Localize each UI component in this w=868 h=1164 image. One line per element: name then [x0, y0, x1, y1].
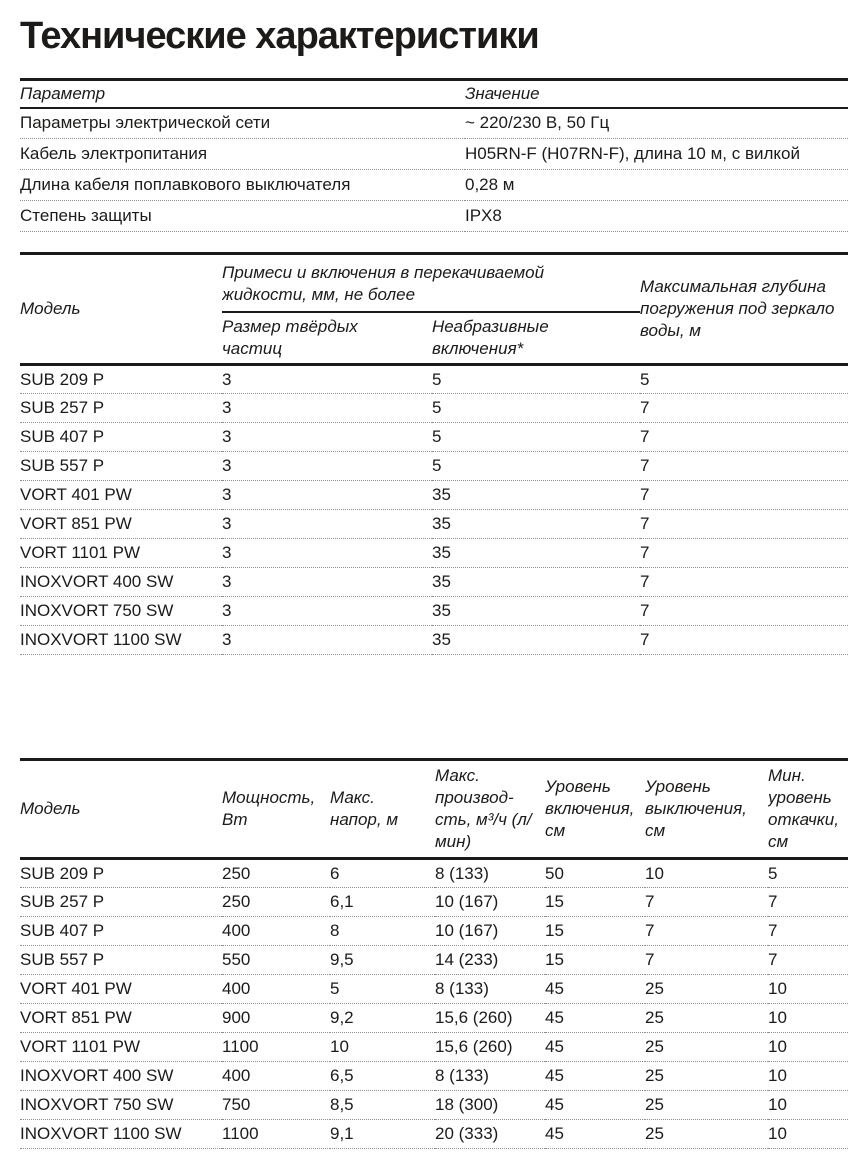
value-cell: 45 — [545, 1033, 645, 1062]
value-cell: 7 — [640, 394, 848, 423]
value-cell: 7 — [640, 510, 848, 539]
table-row — [20, 108, 848, 139]
table-row — [20, 510, 848, 539]
value-cell: 400 — [222, 975, 330, 1004]
table-row — [20, 139, 848, 170]
model-cell: VORT 401 PW — [20, 975, 222, 1004]
value-cell: 400 — [222, 917, 330, 946]
column-header-model: Модель — [20, 760, 222, 859]
table-row — [20, 1091, 848, 1120]
value-cell: 25 — [645, 1004, 768, 1033]
value-cell: 7 — [640, 423, 848, 452]
group-header-impurities: Примеси и включения в перекачиваемой жидкости, мм, не более — [222, 254, 640, 313]
value-cell: 7 — [640, 539, 848, 568]
value-cell: 8 (133) — [435, 859, 545, 888]
value-cell: 7 — [640, 626, 848, 655]
value-cell: 250 — [222, 859, 330, 888]
model-cell: VORT 851 PW — [20, 510, 222, 539]
table-row — [20, 859, 848, 888]
table-row — [20, 597, 848, 626]
value-cell: 10 — [768, 1033, 848, 1062]
value-cell: 18 (300) — [435, 1091, 545, 1120]
value-cell: 35 — [432, 597, 640, 626]
table-row — [20, 365, 848, 394]
value-cell: 3 — [222, 452, 432, 481]
table-row — [20, 423, 848, 452]
column-header-off-level: Уровень выключения, см — [645, 760, 768, 859]
value-cell: 5 — [432, 365, 640, 394]
value-cell: 9,5 — [330, 946, 435, 975]
value-cell: 10 (167) — [435, 917, 545, 946]
value-cell: 8,5 — [330, 1091, 435, 1120]
value-cell: 3 — [222, 510, 432, 539]
value-cell: 5 — [432, 423, 640, 452]
param-cell: Кабель электропитания — [20, 139, 465, 170]
value-cell: 7 — [768, 946, 848, 975]
model-cell: VORT 401 PW — [20, 481, 222, 510]
value-cell: 10 — [645, 859, 768, 888]
value-cell: 9,1 — [330, 1120, 435, 1149]
value-cell: 10 (167) — [435, 888, 545, 917]
param-cell: Длина кабеля поплавкового выключателя — [20, 170, 465, 201]
table-header-row-group — [20, 254, 848, 313]
general-specs-table — [20, 78, 848, 232]
value-cell: 8 (133) — [435, 1062, 545, 1091]
model-cell: VORT 1101 PW — [20, 539, 222, 568]
value-cell: 5 — [768, 859, 848, 888]
column-header-max-depth: Максимальная глубина погружения под зеркало воды, м — [640, 254, 848, 365]
value-cell: 5 — [330, 975, 435, 1004]
value-cell: 7 — [640, 452, 848, 481]
table-row — [20, 626, 848, 655]
model-cell: SUB 557 P — [20, 452, 222, 481]
value-cell: 8 (133) — [435, 975, 545, 1004]
impurities-depth-body — [20, 365, 848, 655]
value-cell: 400 — [222, 1062, 330, 1091]
value-cell: 35 — [432, 626, 640, 655]
column-header-value: Значение — [465, 80, 848, 108]
param-cell: Параметры электрической сети — [20, 108, 465, 139]
value-cell: 3 — [222, 568, 432, 597]
value-cell: 14 (233) — [435, 946, 545, 975]
value-cell: 750 — [222, 1091, 330, 1120]
table-row — [20, 568, 848, 597]
value-cell: 7 — [768, 917, 848, 946]
model-cell: SUB 257 P — [20, 888, 222, 917]
value-cell: 7 — [640, 481, 848, 510]
performance-table — [20, 758, 848, 1149]
value-cell: 10 — [768, 975, 848, 1004]
table-row — [20, 452, 848, 481]
value-cell: 45 — [545, 1062, 645, 1091]
value-cell: 45 — [545, 975, 645, 1004]
value-cell: 3 — [222, 626, 432, 655]
value-cell: 9,2 — [330, 1004, 435, 1033]
value-cell: 15 — [545, 917, 645, 946]
value-cell: 15 — [545, 888, 645, 917]
value-cell: 6,5 — [330, 1062, 435, 1091]
column-header-max-capacity: Макс. производ-сть, м³/ч (л/мин) — [435, 760, 545, 859]
model-cell: INOXVORT 1100 SW — [20, 1120, 222, 1149]
table-row — [20, 481, 848, 510]
value-cell: 3 — [222, 365, 432, 394]
value-cell: 3 — [222, 597, 432, 626]
value-cell: 10 — [768, 1120, 848, 1149]
table-row — [20, 1120, 848, 1149]
value-cell: 10 — [768, 1062, 848, 1091]
value-cell: 45 — [545, 1091, 645, 1120]
value-cell: 6,1 — [330, 888, 435, 917]
value-cell: 35 — [432, 539, 640, 568]
value-cell: 35 — [432, 510, 640, 539]
table-header-row — [20, 80, 848, 108]
value-cell: 5 — [432, 452, 640, 481]
table-row — [20, 975, 848, 1004]
table-row — [20, 917, 848, 946]
column-header-power: Мощность, Вт — [222, 760, 330, 859]
value-cell: 7 — [640, 597, 848, 626]
value-cell: 35 — [432, 568, 640, 597]
table-row — [20, 946, 848, 975]
value-cell: 3 — [222, 423, 432, 452]
value-cell: IPX8 — [465, 201, 848, 232]
value-cell: 8 — [330, 917, 435, 946]
table-row — [20, 1033, 848, 1062]
column-header-parameter: Параметр — [20, 80, 465, 108]
value-cell: 10 — [768, 1004, 848, 1033]
value-cell: 900 — [222, 1004, 330, 1033]
model-cell: SUB 209 P — [20, 365, 222, 394]
value-cell: 1100 — [222, 1120, 330, 1149]
value-cell: 25 — [645, 975, 768, 1004]
value-cell: 25 — [645, 1062, 768, 1091]
value-cell: 7 — [768, 888, 848, 917]
value-cell: 25 — [645, 1091, 768, 1120]
value-cell: ~ 220/230 В, 50 Гц — [465, 108, 848, 139]
table-row — [20, 1004, 848, 1033]
value-cell: 6 — [330, 859, 435, 888]
model-cell: VORT 1101 PW — [20, 1033, 222, 1062]
value-cell: 20 (333) — [435, 1120, 545, 1149]
table-row — [20, 539, 848, 568]
value-cell: 7 — [645, 888, 768, 917]
value-cell: 0,28 м — [465, 170, 848, 201]
impurities-depth-table — [20, 252, 848, 655]
value-cell: 250 — [222, 888, 330, 917]
table-row — [20, 170, 848, 201]
value-cell: 5 — [640, 365, 848, 394]
value-cell: 7 — [640, 568, 848, 597]
value-cell: 10 — [330, 1033, 435, 1062]
param-cell: Степень защиты — [20, 201, 465, 232]
value-cell: 10 — [768, 1091, 848, 1120]
value-cell: 5 — [432, 394, 640, 423]
value-cell: 1100 — [222, 1033, 330, 1062]
model-cell: SUB 557 P — [20, 946, 222, 975]
value-cell: 45 — [545, 1120, 645, 1149]
model-cell: VORT 851 PW — [20, 1004, 222, 1033]
table-row — [20, 394, 848, 423]
value-cell: 7 — [645, 917, 768, 946]
model-cell: INOXVORT 400 SW — [20, 1062, 222, 1091]
general-specs-body — [20, 108, 848, 232]
value-cell: 15,6 (260) — [435, 1033, 545, 1062]
value-cell: 15,6 (260) — [435, 1004, 545, 1033]
column-header-particle-size: Размер твёрдых частиц — [222, 312, 432, 365]
value-cell: H05RN-F (H07RN-F), длина 10 м, с вилкой — [465, 139, 848, 170]
value-cell: 25 — [645, 1033, 768, 1062]
model-cell: SUB 257 P — [20, 394, 222, 423]
model-cell: INOXVORT 1100 SW — [20, 626, 222, 655]
model-cell: SUB 407 P — [20, 423, 222, 452]
column-header-on-level: Уровень включения, см — [545, 760, 645, 859]
value-cell: 3 — [222, 539, 432, 568]
value-cell: 35 — [432, 481, 640, 510]
column-header-min-pump-level: Мин. уровень откачки, см — [768, 760, 848, 859]
model-cell: SUB 209 P — [20, 859, 222, 888]
model-cell: INOXVORT 750 SW — [20, 597, 222, 626]
model-cell: SUB 407 P — [20, 917, 222, 946]
page-title: Технические характеристики — [20, 15, 539, 57]
value-cell: 3 — [222, 481, 432, 510]
column-header-non-abrasive: Неабразивные включения* — [432, 312, 640, 365]
table-row — [20, 201, 848, 232]
column-header-model: Модель — [20, 254, 222, 365]
value-cell: 15 — [545, 946, 645, 975]
performance-body — [20, 859, 848, 1149]
value-cell: 45 — [545, 1004, 645, 1033]
value-cell: 7 — [645, 946, 768, 975]
table-header-row — [20, 760, 848, 859]
table-row — [20, 888, 848, 917]
value-cell: 3 — [222, 394, 432, 423]
table-row — [20, 1062, 848, 1091]
model-cell: INOXVORT 400 SW — [20, 568, 222, 597]
value-cell: 25 — [645, 1120, 768, 1149]
column-header-max-head: Макс. напор, м — [330, 760, 435, 859]
value-cell: 550 — [222, 946, 330, 975]
value-cell: 50 — [545, 859, 645, 888]
model-cell: INOXVORT 750 SW — [20, 1091, 222, 1120]
